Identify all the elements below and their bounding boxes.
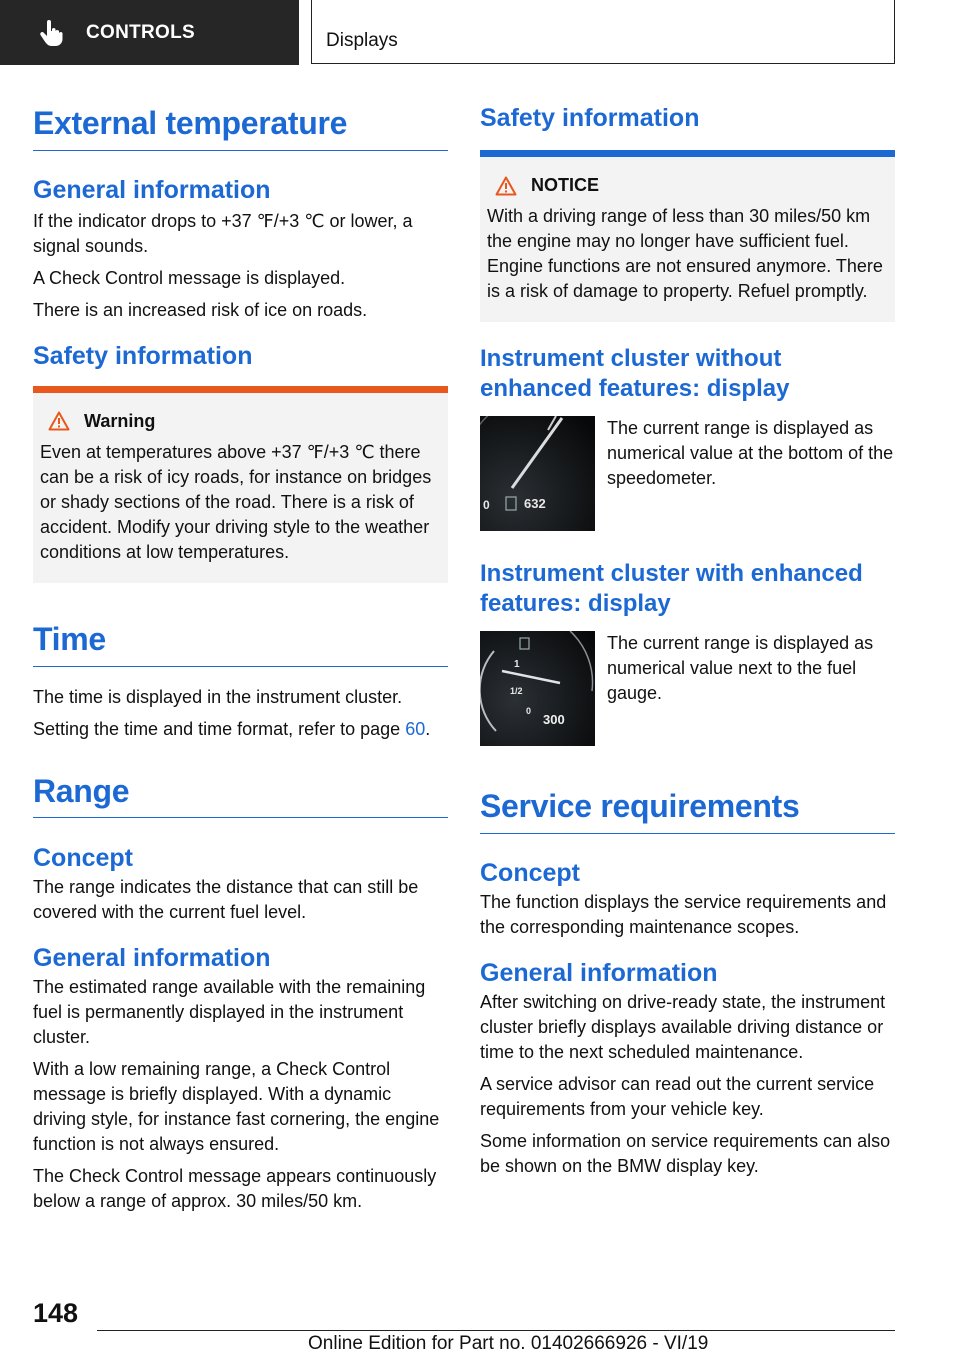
heading-cluster-with-enhanced: Instrument cluster with enhanced features: display <box>480 560 863 617</box>
heading-general-information: General information <box>480 958 718 987</box>
fig2-half-label: 1/2 <box>510 686 523 696</box>
notice-bar <box>480 150 895 157</box>
heading-service-requirements: Service requirements <box>480 788 800 824</box>
paragraph: There is an increased risk of ice on roads. <box>33 299 368 320</box>
notice-triangle-icon <box>495 176 517 196</box>
heading-concept: Concept <box>33 844 133 873</box>
paragraph: With a low remaining range, a Check Control message is briefly displayed. With a dynamic driving style, for instance fast cornering, the engine function is not always ensured. <box>33 1059 440 1155</box>
fig1-zero-label: 0 <box>483 498 490 512</box>
heading-rule <box>480 833 895 834</box>
notice-box <box>480 157 895 322</box>
heading-rule <box>33 150 448 151</box>
fuel-gauge-range-image <box>480 631 595 746</box>
paragraph <box>33 717 448 742</box>
notice-title <box>487 175 888 196</box>
paragraph: A Check Control message is displayed. <box>33 267 346 288</box>
heading-external-temperature: External temperature <box>33 105 348 141</box>
chapter-title: Displays <box>326 30 398 51</box>
paragraph: A service advisor can read out the current service requirements from your vehicle key. <box>480 1073 875 1119</box>
heading-time: Time <box>33 620 106 657</box>
heading-rule <box>33 817 448 818</box>
notice-label: NOTICE <box>531 175 600 195</box>
heading-range: Range <box>33 772 130 809</box>
section-tab <box>0 0 299 65</box>
heading-cluster-without-enhanced: Instrument cluster without enhanced features: display <box>480 345 790 402</box>
page-number: 148 <box>33 1298 79 1328</box>
heading-rule <box>33 666 448 667</box>
paragraph: The function displays the service requirements and the corresponding maintenance scopes. <box>480 891 887 937</box>
paragraph: If the indicator drops to +37 ℉/+3 ℃ or lower, a signal sounds. <box>33 210 413 256</box>
left-column <box>33 98 448 1221</box>
heading-general-information: General information <box>33 175 271 204</box>
paragraph: The current range is displayed as numerical value at the bottom of the speedometer. <box>607 418 894 488</box>
fig1-range-value: 632 <box>524 496 546 511</box>
warning-triangle-icon <box>48 411 70 431</box>
cluster-with-enhanced-figure-row <box>480 631 895 746</box>
heading-safety-information: Safety information <box>33 341 253 370</box>
warning-bar <box>33 386 448 393</box>
heading-general-information: General information <box>33 944 271 973</box>
paragraph: The range indicates the distance that can still be covered with the current fuel level. <box>33 877 419 923</box>
warning-text: Even at temperatures above +37 ℉/+3 ℃ there can be a risk of icy roads, for instance on bridges or shady sections of the road. There is a risk of accident. Modify your driving style to the weather conditions at low temperatures. <box>40 441 432 562</box>
page-ref-end: . <box>425 718 431 739</box>
paragraph: Some information on service requirements can also be shown on the BMW display key. <box>480 1130 891 1176</box>
paragraph: The current range is displayed as numerical value next to the fuel gauge. <box>607 633 874 703</box>
heading-safety-information: Safety information <box>480 104 700 132</box>
heading-concept: Concept <box>480 858 580 887</box>
hand-pointer-icon <box>38 19 66 47</box>
paragraph: The Check Control message appears continuously below a range of approx. 30 miles/50 km. <box>33 1166 437 1212</box>
section-label: CONTROLS <box>86 21 196 43</box>
footer-rule <box>97 1330 895 1331</box>
page-ref-text: Setting the time and time format, refer to page <box>33 718 401 739</box>
speedometer-range-image <box>480 416 595 531</box>
warning-label: Warning <box>84 410 156 431</box>
cluster-without-enhanced-figure-row <box>480 416 895 531</box>
fig2-empty-label: 0 <box>526 706 532 716</box>
paragraph: The estimated range available with the remaining fuel is permanently displayed in the instrument cluster. <box>33 977 426 1048</box>
fig2-range-value: 300 <box>543 712 565 727</box>
chapter-box <box>311 0 895 64</box>
notice-text: With a driving range of less than 30 miles/50 km the engine may no longer have sufficient fuel. Engine functions are not ensured anymore. There is a risk of damage to property. Refuel promptly. <box>487 206 883 301</box>
fig2-full-label: 1 <box>514 659 520 670</box>
page-link[interactable]: 60 <box>405 718 426 739</box>
warning-box <box>33 393 448 583</box>
paragraph: The time is displayed in the instrument cluster. <box>33 686 403 707</box>
warning-title <box>40 411 441 432</box>
paragraph: After switching on drive-ready state, the instrument cluster briefly displays available driving distance or time to the next scheduled maintenance. <box>480 991 886 1062</box>
edition-text: Online Edition for Part no. 01402666926 - VI/19 <box>308 1333 709 1354</box>
right-column <box>480 98 895 1186</box>
